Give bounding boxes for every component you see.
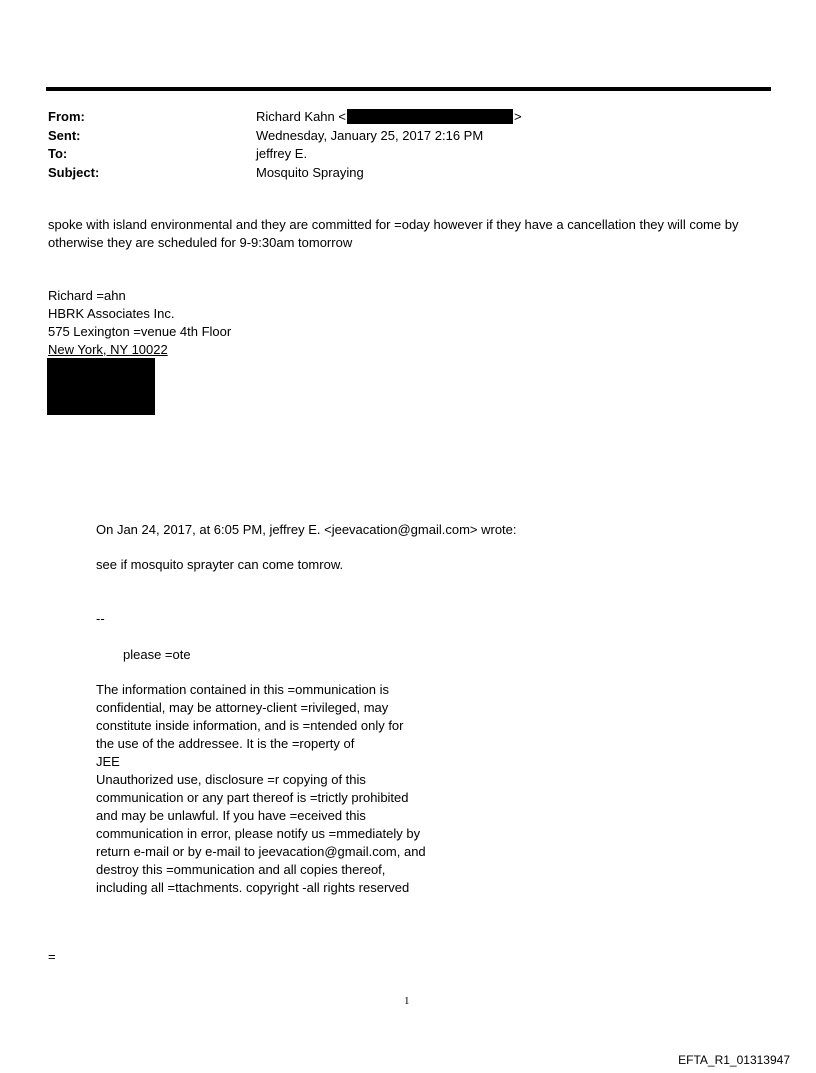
signature-name: Richard =ahn bbox=[48, 288, 126, 303]
quoted-text: see if mosquito sprayter can come tomrow. bbox=[96, 557, 344, 572]
disclaimer-line: return e-mail or by e-mail to jeevacation@gmail.com, and bbox=[96, 844, 426, 859]
trailing-equals: = bbox=[48, 949, 56, 964]
signature-city: New York, NY 10022 bbox=[48, 342, 168, 357]
page-number: 1 bbox=[404, 995, 410, 1007]
disclaimer-line: communication in error, please notify us =mmediately by bbox=[96, 826, 421, 841]
disclaimer bbox=[96, 681, 456, 897]
signature-block bbox=[48, 287, 231, 359]
quoted-intro: On Jan 24, 2017, at 6:05 PM, jeffrey E. <jeevacation@gmail.com> wrote: bbox=[96, 522, 517, 537]
email-body: spoke with island environmental and they are committed for =oday however if they have a cancellation they will come by otherwise they are scheduled for 9-9:30am tomorrow bbox=[48, 217, 739, 250]
disclaimer-line: Unauthorized use, disclosure =r copying of this bbox=[96, 772, 366, 787]
please-note: please =ote bbox=[123, 647, 191, 662]
from-label: From: bbox=[48, 109, 85, 124]
to-value: jeffrey E. bbox=[256, 146, 308, 161]
disclaimer-line: and may be unlawful. If you have =eceived this bbox=[96, 808, 366, 823]
disclaimer-line: JEE bbox=[96, 754, 120, 769]
redacted-block bbox=[47, 358, 155, 415]
signature-address: 575 Lexington =venue 4th Floor bbox=[48, 324, 232, 339]
disclaimer-line: destroy this =ommunication and all copies thereof, bbox=[96, 862, 386, 877]
redacted-email bbox=[347, 109, 513, 124]
sent-label: Sent: bbox=[48, 127, 81, 143]
signature-company: HBRK Associates Inc. bbox=[48, 306, 175, 321]
subject-value: Mosquito Spraying bbox=[256, 164, 364, 180]
disclaimer-line: The information contained in this =ommunication is bbox=[96, 682, 390, 697]
disclaimer-line: communication or any part thereof is =trictly prohibited bbox=[96, 790, 409, 805]
sent-value: Wednesday, January 25, 2017 2:16 PM bbox=[256, 127, 484, 143]
disclaimer-line: the use of the addressee. It is the =roperty of bbox=[96, 736, 355, 751]
subject-label: Subject: bbox=[48, 164, 100, 180]
from-name: Richard Kahn < bbox=[256, 109, 346, 124]
header-rule bbox=[46, 87, 771, 91]
bates-number: EFTA_R1_01313947 bbox=[678, 1053, 790, 1067]
disclaimer-line: including all =ttachments. copyright -all rights reserved bbox=[96, 880, 410, 895]
disclaimer-line: confidential, may be attorney-client =rivileged, may bbox=[96, 700, 389, 715]
from-close: > bbox=[513, 109, 522, 124]
from-value bbox=[256, 108, 522, 127]
disclaimer-line: constitute inside information, and is =ntended only for bbox=[96, 718, 404, 733]
to-label: To: bbox=[48, 146, 68, 161]
quoted-separator: -- bbox=[96, 611, 105, 626]
